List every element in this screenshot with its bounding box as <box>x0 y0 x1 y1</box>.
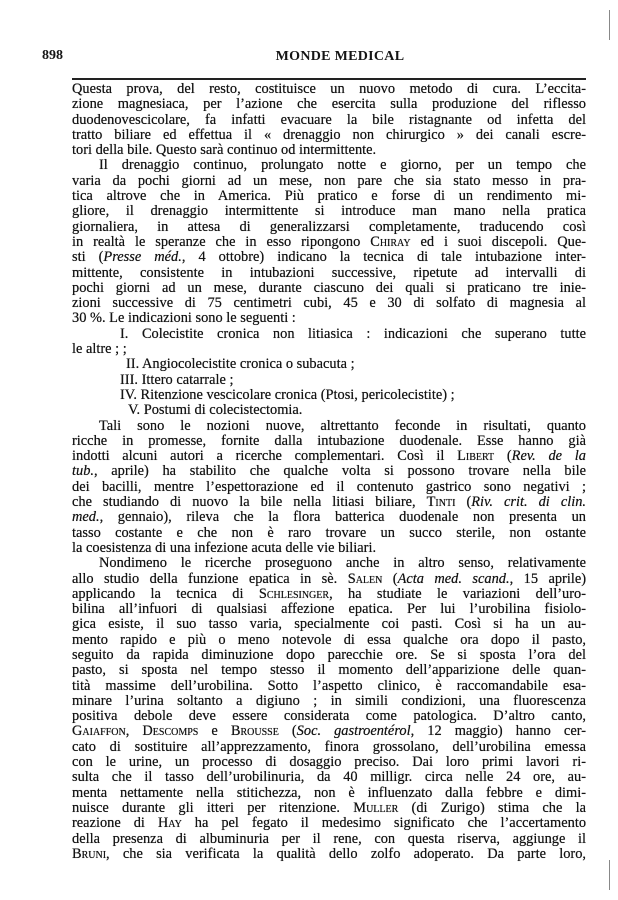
text-run: ( <box>382 570 398 587</box>
text-line <box>72 464 586 479</box>
text-run: , che sia verificata la qualità dello zolfo adoperato. Da parte loro, <box>106 845 586 862</box>
text-line <box>72 633 586 648</box>
text-run: (di Zurigo) stima che la <box>398 799 587 816</box>
text-run: ( <box>278 723 297 740</box>
text-line <box>72 281 586 296</box>
text-line <box>72 97 586 112</box>
author-name: Brousse <box>230 723 279 740</box>
text-line <box>72 801 586 816</box>
text-run: seguito da rapida diminuzione dopo parecchie ore. Se si sposta l’ora del <box>72 646 586 663</box>
running-title: MONDE MEDICAL <box>275 49 405 64</box>
author-name: Bruni <box>72 845 107 862</box>
text-run: la coesistenza di una infezione acuta delle vie biliari. <box>72 539 377 556</box>
text-run: , 12 maggio) hanno cer- <box>410 723 587 740</box>
journal-citation: Presse méd. <box>103 249 182 266</box>
author-name: Libert <box>457 448 495 465</box>
text-run: , 4 ottobre) indicano la tecnica di tale intubazione inter- <box>181 249 586 266</box>
text-run: in realtà le speranze che in esso ripongono <box>72 233 371 250</box>
text-run: mento rapido e più o meno notevole di essa qualche ora dopo il pasto, <box>72 631 586 648</box>
journal-citation: tub. <box>72 463 94 480</box>
page-edge-mark <box>609 860 610 890</box>
text-line <box>72 403 586 418</box>
text-line <box>72 235 586 250</box>
text-line <box>72 220 586 235</box>
text-line <box>72 113 586 128</box>
text-line <box>72 572 586 587</box>
body-text <box>72 82 586 862</box>
text-run: Il drenaggio continuo, prolungato notte e giorno, per un tempo che <box>99 157 586 174</box>
text-line <box>72 495 586 510</box>
text-run: ricche in promesse, fornite dalla intubazione duodenale. Esse hanno già <box>72 432 586 449</box>
text-run: minare l’urina soltanto a digiuno ; in simili condizioni, una fluorescenza <box>72 692 586 709</box>
text-run: bilina all’infuori di qualsiasi affezione epatica. Per lui l’urobilina fisiolo- <box>72 601 586 618</box>
text-run: tica altrove che in America. Più pratico e forse di un rendimento mi- <box>72 188 586 205</box>
text-run: della presenza di albuminuria per il rene, con questa riserva, aggiunge il <box>72 830 586 847</box>
text-run: e <box>198 723 231 740</box>
text-run: ha pel fegato il medesimo significato che l’accertamento <box>181 815 587 832</box>
text-run: gliore, il drenaggio intermittente si introduce man mano nella pratica <box>72 203 586 220</box>
text-line <box>72 709 586 724</box>
text-run: positiva debole deve essere considerata come patologica. D’altro canto, <box>72 708 586 725</box>
text-line <box>72 832 586 847</box>
text-line <box>72 663 586 678</box>
text-run: le altre ; ; <box>72 341 127 358</box>
text-line <box>72 617 586 632</box>
text-run: I. Colecistite cronica non litiasica : indicazioni che superano tutte <box>120 325 586 342</box>
journal-citation: Soc. gastroentérol <box>296 723 411 740</box>
text-run: gica esiste, il suo tasso varia, specialmente coi pasti. Così si ha un au- <box>72 616 586 633</box>
text-run: mittente, consistente in intubazioni successive, ripetute ad intervalli di <box>72 264 586 281</box>
author-name: Tinti <box>426 494 456 511</box>
text-line <box>72 724 586 739</box>
text-line <box>72 204 586 219</box>
text-run: nuisce durante gli itteri per ritenzione. <box>72 799 354 816</box>
text-run: sulta che il tasso dell’urobilinuria, da 40 milligr. circa nelle 24 ore, au- <box>72 769 586 786</box>
text-run: IV. Ritenzione vescicolare cronica (Ptosi, pericolecistite) ; <box>120 386 455 403</box>
text-line <box>72 143 586 158</box>
text-run: tori della bile. Questo sarà continuo od intermittente. <box>72 142 377 159</box>
text-run: tità massime dell’urobilina. Sotto l’aspetto clinico, è raccomandabile esa- <box>72 677 586 694</box>
text-line <box>72 311 586 326</box>
text-line <box>72 266 586 281</box>
text-line <box>72 740 586 755</box>
text-run: zioni successive di 75 centimetri cubi, 45 e 30 di solfato di magnesia al <box>72 295 586 312</box>
text-run: pochi giorni ad un mese, durante ciascuno dei quali si praticano tre inie- <box>72 279 586 296</box>
text-run: III. Ittero catarrale ; <box>120 371 234 388</box>
text-run: ( <box>494 448 512 465</box>
author-name: Gaiaffon <box>72 723 126 740</box>
text-line <box>72 373 586 388</box>
text-run: cato di sostituire all’apprezzamento, finora grossolano, dell’urobilina emessa <box>72 738 586 755</box>
text-line <box>72 342 586 357</box>
text-line <box>72 526 586 541</box>
text-run: pasto, si sposta nel tempo stesso il momento dell’apparizione delle quan- <box>72 662 586 679</box>
text-run: , 15 aprile) <box>509 570 587 587</box>
text-run: dei bacilli, mentre l’espettorazione ed il contenuto gastrico sono negativi ; <box>72 478 586 495</box>
journal-citation: Riv. crit. di clin. <box>471 494 586 511</box>
text-line <box>72 679 586 694</box>
text-run: Nondimeno le ricerche proseguono anche in altro senso, relativamente <box>99 555 586 572</box>
text-line <box>72 816 586 831</box>
author-name: Schlesinger <box>258 585 330 602</box>
text-run: , aprile) ha stabilito che qualche volta si possono trovare nella bile <box>94 463 586 480</box>
text-run: II. Angiocolecistite cronica o subacuta ; <box>126 356 355 373</box>
text-line <box>72 755 586 770</box>
text-line <box>72 602 586 617</box>
text-run: con le urine, un processo di dosaggio preciso. Dai loro primi lavori ri- <box>72 754 586 771</box>
text-run: applicando la tecnica di <box>72 585 259 602</box>
text-run: giornaliera, in attesa di generalizzarsi completamente, traducendo così <box>72 218 586 235</box>
journal-citation: Rev. de la <box>511 448 586 465</box>
text-run: , gennaio), rileva che la flora batterica duodenale non presenta un <box>99 509 586 526</box>
text-run: varia da pochi giorni ad un mese, non pare che sia stato messo in pra- <box>72 172 586 189</box>
text-run: Questa prova, del resto, costituisce un nuovo metodo di cura. L’eccita- <box>72 81 586 97</box>
text-line <box>72 128 586 143</box>
text-line <box>72 847 586 862</box>
text-line <box>72 449 586 464</box>
text-run: ed i suoi discepoli. Que- <box>410 233 586 250</box>
text-line <box>72 480 586 495</box>
text-line <box>72 250 586 265</box>
text-line <box>72 296 586 311</box>
text-run: 30 %. Le indicazioni sono le seguenti : <box>72 310 296 327</box>
text-run: indotti alcuni autori a ricerche complementari. Così il <box>72 448 458 465</box>
author-name: Salen <box>347 570 383 587</box>
text-run: ( <box>455 494 472 511</box>
text-run: , ha studiate le variazioni dell’uro- <box>329 585 586 602</box>
text-line <box>72 158 586 173</box>
journal-citation: med. <box>72 509 100 526</box>
text-line <box>72 587 586 602</box>
text-line <box>72 541 586 556</box>
text-line <box>72 174 586 189</box>
text-run: tasso costante e che non è raro trovare un succo sterile, non ostante <box>72 524 586 541</box>
text-line <box>72 648 586 663</box>
text-line <box>72 556 586 571</box>
text-line <box>72 189 586 204</box>
text-line <box>72 419 586 434</box>
text-line <box>72 82 586 97</box>
text-run: zione magnesiaca, per l’azione che esercita sulla produzione del riflesso <box>72 96 586 113</box>
text-line <box>72 357 586 372</box>
header-rule <box>72 78 586 80</box>
page-edge-mark <box>609 10 610 40</box>
page-number: 898 <box>42 48 63 63</box>
text-run: allo studio della funzione epatica in sè. <box>72 570 348 587</box>
text-line <box>72 388 586 403</box>
text-run: menta nettamente nella stitichezza, non è influenzato dalla febbre e dimi- <box>72 784 586 801</box>
text-run: V. Postumi di colecistectomia. <box>128 402 303 419</box>
text-line <box>72 327 586 342</box>
text-run: che studiando di nuovo la bile nella litiasi biliare, <box>72 494 427 511</box>
author-name: Chiray <box>370 233 411 250</box>
author-name: Muller <box>353 799 399 816</box>
text-run: sti ( <box>72 249 104 266</box>
text-line <box>72 434 586 449</box>
text-line <box>72 786 586 801</box>
text-run: duodenovescicolare, fa infatti evacuare la bile ristagnante od infetta del <box>72 111 586 128</box>
text-run: , <box>125 723 143 740</box>
text-line <box>72 510 586 525</box>
text-run: reazione di <box>72 815 158 832</box>
author-name: Hay <box>157 815 182 832</box>
text-line <box>72 694 586 709</box>
text-run: Tali sono le nozioni nuove, altrettanto feconde in risultati, quanto <box>99 417 586 434</box>
text-line <box>72 770 586 785</box>
text-run: tratto biliare ed effettua il « drenaggio non chirurgico » dei canali escre- <box>72 126 586 143</box>
author-name: Descomps <box>142 723 199 740</box>
journal-citation: Acta med. scand. <box>397 570 510 587</box>
